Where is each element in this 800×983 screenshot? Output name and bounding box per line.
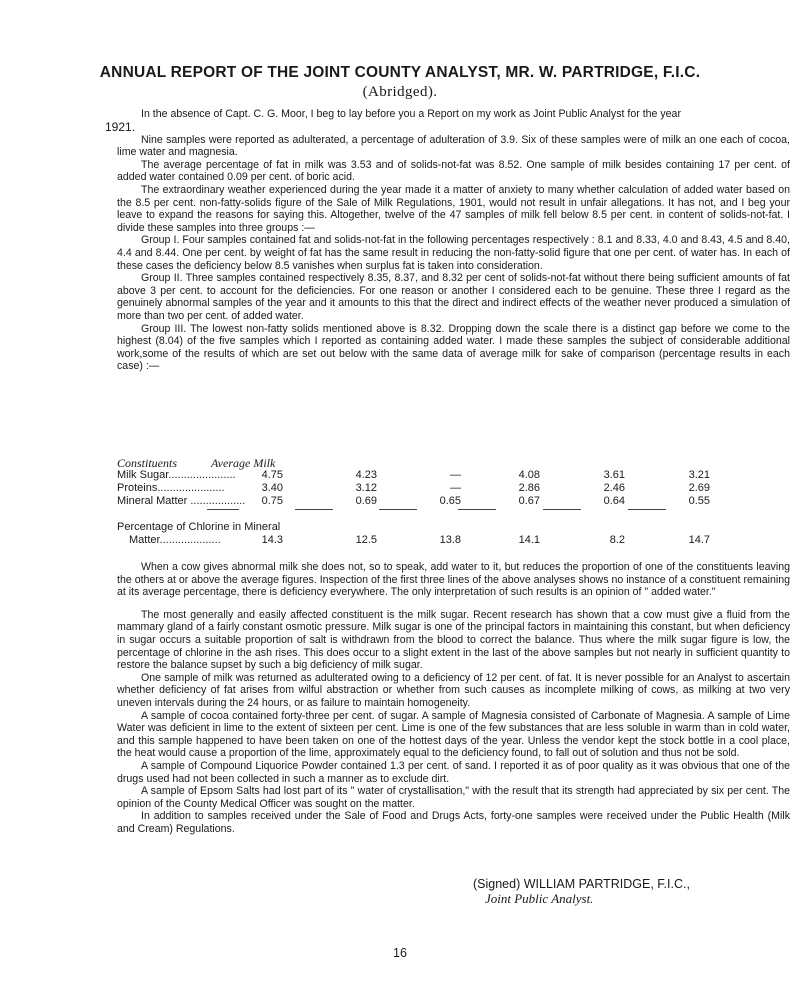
paragraph-group-2: Group II. Three samples contained respectively 8.35, 8.37, and 8.32 per cent of solids-not-fat without there being sufficient amounts of fat above 3 per cent. to account for the deficiencies. For one reason or another I considered each to be genuine. These three I regard as the genuinely abnormal samples of the year and it amounts to this that the direct and indirect effects of the weather never produced a simulation of more than two per cent. of added water. [117, 272, 790, 322]
cell: 2.86 [518, 482, 540, 494]
cell: 4.23 [355, 469, 377, 481]
cell: 14.1 [518, 534, 540, 546]
report-body-bottom [117, 561, 790, 835]
cell: 2.46 [603, 482, 625, 494]
paragraph-milk-sugar: The most generally and easily affected constituent is the milk sugar. Recent research has shown that a cow must give a fluid from the mammary gland of a fairly constant osmotic pressure. Milk sugar is one of the principal factors in maintaining this constant, but when deficiency in sugar occurs a suitable proportion of salt is withdrawn from the blood to correct the balance. Thus where the milk sugar figure is low, the percentage of chlorine in the ash rises. This does occur to a slight extent in the last of the above samples but not nearly in sufficient quantity to restore the balance supset by such a big deficiency of milk sugar. [117, 608, 790, 672]
paragraph-liquorice: A sample of Compound Liquorice Powder contained 1.3 per cent. of sand. I reported it as of poor quality as it was obvious that one of the drugs used had not been collected in such a manner as to exclude dirt. [117, 759, 790, 785]
paragraph-group-1: Group I. Four samples contained fat and solids-not-fat in the following percentages respectively : 8.1 and 8.33, 4.0 and 8.43, 4.5 and 8.40, 4.4 and 8.44. One per cent. by weight of fat has the same result in reducing the non-fatty-solid figure that one per cent. of water has. In each of these cases the deficiency below 8.5 vanishes when surplus fat is taken into consideration. [117, 234, 790, 272]
cell: 14.3 [261, 534, 283, 546]
intro-paragraph: In the absence of Capt. C. G. Moor, I beg to lay before you a Report on my work as Joint Public Analyst for the year [141, 108, 681, 120]
paragraph-public-health: In addition to samples received under the Sale of Food and Drugs Acts, forty-one samples were received under the Public Health (Milk and Cream) Regulations. [117, 810, 790, 835]
cell: 13.8 [439, 534, 461, 546]
divider [458, 509, 496, 510]
chlorine-label-cont: Matter.................... [129, 534, 221, 546]
paragraph-group-3: Group III. The lowest non-fatty solids mentioned above is 8.32. Dropping down the scale there is a distinct gap before we come to the highest (8.04) of the five samples which I reported as containing added water. I made these samples the subject of considerable additional work,some of the results of which are set out below with the same data of average milk for sake of comparison (percentage results in each case) :— [117, 322, 790, 373]
analysis-table [117, 456, 790, 547]
divider [543, 509, 581, 510]
chlorine-label-row [117, 521, 790, 534]
row-label: Proteins...................... [117, 482, 225, 494]
cell: 3.40 [261, 482, 283, 494]
divider [379, 509, 417, 510]
cell: 3.21 [688, 469, 710, 481]
divider [295, 509, 333, 510]
paragraph-fat-average: The average percentage of fat in milk was 3.53 and of solids-not-fat was 8.52. One sample of milk besides containing 17 per cent. of added water contained 0.09 per cent. of boric acid. [117, 158, 790, 184]
cell: 0.69 [355, 495, 377, 507]
chlorine-label: Percentage of Chlorine in Mineral [117, 521, 281, 533]
signature-name: (Signed) WILLIAM PARTRIDGE, F.I.C., [473, 877, 690, 891]
cell: 4.75 [261, 469, 283, 481]
header-average-milk: Average Milk [211, 456, 276, 470]
cell: — [450, 469, 461, 481]
paragraph-fat-deficiency: One sample of milk was returned as adulterated owing to a deficiency of 12 per cent. of fat. It is never possible for an Analyst to ascertain whether deficiency of fat arises from wilful abstraction or whether from such causes as incomplete milking of cows, as milking at two very uneven intervals during the 24 hours, or as failure to maintain homogeneity. [117, 671, 790, 709]
table-header-row [117, 456, 790, 469]
cell: 12.5 [355, 534, 377, 546]
table-row [117, 469, 790, 482]
report-title: ANNUAL REPORT OF THE JOINT COUNTY ANALYST, MR. W. PARTRIDGE, F.I.C. [99, 64, 701, 81]
cell: 0.75 [261, 495, 283, 507]
paragraph-interpretation: When a cow gives abnormal milk she does not, so to speak, add water to it, but reduces the proportion of one of the constituents leaving the others at or above the average figures. Inspection of the first three lines of the above analyses shows no instance of a constituent remaining at its average percentage, there is deficiency everywhere. The only interpretation of such results is an opinion of " added water." [117, 561, 790, 599]
cell: 4.08 [518, 469, 540, 481]
header-constituents: Constituents [117, 456, 178, 470]
cell: — [450, 482, 461, 494]
report-subtitle: (Abridged). [362, 84, 438, 100]
row-label: Milk Sugar...................... [117, 469, 236, 481]
paragraph-weather: The extraordinary weather experienced during the year made it a matter of anxiety to many whether calculation of added water based on the 8.5 per cent. non-fatty-solids figure of the Sale of Milk Regulations, 1901, would not result in unfair allegations. It has not, and I beg your leave to expand the reasons for saying this. Altogether, twelve of the 47 samples of milk fell below 8.5 per cent. in content of solids-not-fat. I divide these samples into three groups :— [117, 183, 790, 234]
intro-year: 1921. [105, 120, 136, 134]
cell: 3.61 [603, 469, 625, 481]
paragraph-epsom: A sample of Epsom Salts had lost part of its " water of crystallisation," with the result that its strength had appreciated by six per cent. The opinion of the County Medical Officer was sought on the matter. [117, 785, 790, 810]
signature-role: Joint Public Analyst. [485, 891, 594, 906]
divider [628, 509, 666, 510]
row-label: Mineral Matter .................. [117, 495, 246, 507]
paragraph-adulteration: Nine samples were reported as adulterated, a percentage of adulteration of 3.9. Six of these samples were of milk an one each of cocoa, lime water and magnesia. [117, 133, 790, 159]
report-body-top [105, 108, 790, 373]
table-row [117, 482, 790, 495]
table-row [117, 495, 790, 508]
signature-block [473, 877, 690, 907]
rule-row [117, 508, 790, 515]
divider [207, 509, 239, 510]
cell: 8.2 [609, 534, 625, 546]
cell: 0.65 [439, 495, 461, 507]
cell: 0.67 [518, 495, 540, 507]
page-number: 16 [393, 946, 407, 960]
paragraph-cocoa-lime: A sample of cocoa contained forty-three per cent. of sugar. A sample of Magnesia consisted of Carbonate of Magnesia. A sample of Lime Water was deficient in lime to the extent of sixteen per cent. Lime is one of the few substances that are less soluble in warm than in cold water, and this sample happened to have been taken on one of the hottest days of the year. Unless the vendor kept the stock bottle in a cool place, the heat would cause a proportion of the lime, approximately equal to the deficiency found, to fall out of solution and thus not be sold. [117, 709, 790, 760]
cell: 0.55 [688, 495, 710, 507]
cell: 0.64 [603, 495, 625, 507]
cell: 3.12 [355, 482, 377, 494]
table-row [117, 534, 790, 547]
cell: 2.69 [688, 482, 710, 494]
cell: 14.7 [688, 534, 710, 546]
